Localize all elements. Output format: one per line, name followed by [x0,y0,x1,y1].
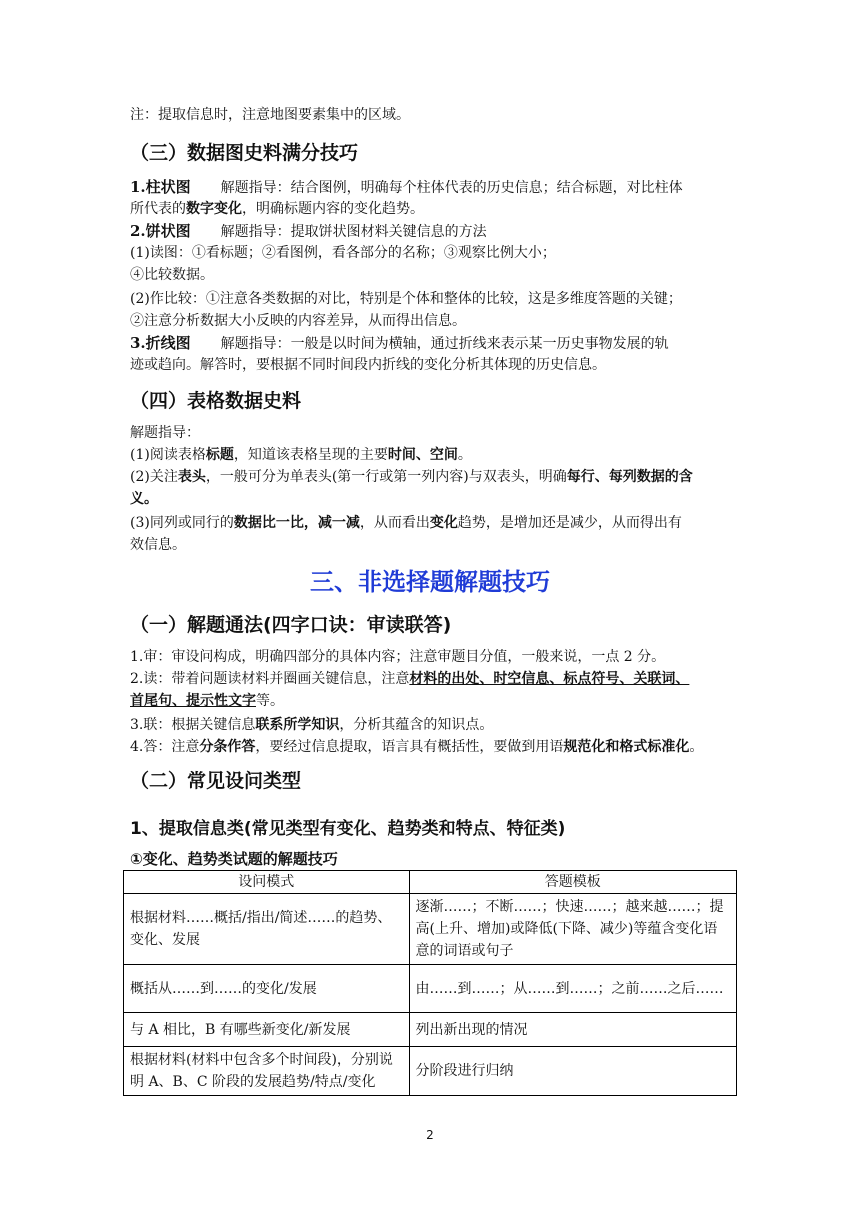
table-guide-3-cont: 效信息。 [130,537,186,553]
step-2-underlined-b: 首尾句、提示性文字 [130,693,256,709]
bar-chart-line-1 [130,176,740,199]
table-header-cell: 设问模式 [124,871,410,894]
guide-2-bold-c: 义。 [130,491,158,507]
table-guide-2-cont [130,488,740,510]
guide-2-bold-b: 每行、每列数据的含 [566,469,693,485]
line-chart-line-1 [130,332,740,355]
guide-1-text-c: 。 [457,447,472,463]
method-step-1: 1.审：审设问构成，明确四部分的具体内容；注意审题目分值，一般来说，一点 2 分。 [130,649,666,665]
table-cell: 由……到……；从……到……；之前……之后…… [409,965,736,1013]
guide-3-text-b: ，从而看出 [359,515,430,531]
table-cell: 分阶段进行归纳 [409,1047,736,1096]
guide-1-bold-b: 时间、空间 [387,447,458,463]
guide-3-bold-b: 变化 [429,515,458,531]
guide-1-text-a: (1)阅读表格 [130,447,206,463]
guide-1-bold-a: 标题 [205,447,234,463]
step-3-text-a: 3.联：根据关键信息 [130,717,256,733]
step-4-text-c: 。 [689,739,704,755]
table-cell: 概括从……到……的变化/发展 [124,965,410,1013]
bar-chart-label: 1.柱状图 [130,178,191,196]
step-4-bold-a: 分条作答 [199,739,256,755]
method-step-2 [130,668,740,690]
pie-chart-line [130,220,740,243]
page-number: 2 [426,1128,434,1142]
guide-3-text-c: 趋势，是增加还是减少，从而得出有 [457,515,682,531]
guide-2-text-a: (2)关注 [130,469,178,485]
step-2-text-b: 等。 [256,693,284,709]
category-extract-info: 1、提取信息类(常见类型有变化、趋势类和特点、特征类) [130,819,566,839]
guide-2-text-b: ，一般可分为单表头(第一行或第一列内容)与双表头，明确 [205,469,567,485]
table-cell: 逐渐……；不断……；快速……；越来越……；提高(上升、增加)或降低(下降、减少)等蕴含变化语意的词语或句子 [409,894,736,965]
guide-3-text-a: (3)同列或同行的 [130,515,234,531]
note-line: 注：提取信息时，注意地图要素集中的区域。 [130,107,410,123]
bar-chart-text: 解题指导：结合图例，明确每个柱体代表的历史信息；结合标题，对比柱体 [220,180,683,196]
table-guide-1 [130,444,740,466]
step-4-text-a: 4.答：注意 [130,739,200,755]
pie-chart-label: 2.饼状图 [130,222,191,240]
method-step-3 [130,714,740,736]
table-cell: 列出新出现的情况 [409,1013,736,1047]
table-guide-label: 解题指导： [130,425,200,441]
table-header-cell: 答题模板 [409,871,736,894]
method-step-4 [130,736,740,758]
table-cell: 根据材料……概括/指出/简述……的趋势、变化、发展 [124,894,410,965]
line-chart-line-2: 迹或趋向。解答时，要根据不同时间段内折线的变化分析其体现的历史信息。 [130,357,606,373]
step-3-text-b: ，分析其蕴含的知识点。 [339,717,494,733]
answer-template-table [123,870,737,1096]
table-row [124,1013,737,1047]
section-heading-table-data: （四）表格数据史料 [130,390,302,412]
bar-chart-text-c: ，明确标题内容的变化趋势。 [242,201,424,217]
table-cell: 根据材料(材料中包含多个时间段)，分别说明 A、B、C 阶段的发展趋势/特点/变化 [124,1047,410,1096]
subheading-general-method: （一）解题通法(四字口诀：审读联答) [130,614,452,636]
guide-3-bold-a: 数据比一比，减一减 [233,515,360,531]
table-guide-3 [130,512,740,534]
line-chart-text: 解题指导：一般是以时间为横轴，通过折线来表示某一历史事物发展的轨 [220,336,669,352]
guide-2-bold-a: 表头 [177,469,206,485]
step-2-underlined: 材料的出处、时空信息、标点符号、关联词、 [409,671,690,687]
bar-chart-bold: 数字变化 [186,201,242,217]
step-4-bold-b: 规范化和格式标准化 [563,739,690,755]
table-row [124,894,737,965]
table-row [124,965,737,1013]
subheading-question-types: （二）常见设问类型 [130,770,302,792]
subcategory-change-trend: ①变化、趋势类试题的解题技巧 [130,850,338,868]
main-heading: 三、非选择题解题技巧 [310,568,550,596]
method-step-2-cont [130,690,740,712]
step-3-bold: 联系所学知识 [255,717,340,733]
table-header-row [124,871,737,894]
section-heading-data-charts: （三）数据图史料满分技巧 [130,142,359,164]
pie-item-2a: (2)作比较：①注意各类数据的对比，特别是个体和整体的比较，这是多维度答题的关键； [130,291,682,307]
pie-chart-text: 解题指导：提取饼状图材料关键信息的方法 [220,224,487,240]
bar-chart-line-2 [130,198,740,220]
pie-item-2b: ②注意分析数据大小反映的内容差异，从而得出信息。 [130,313,466,329]
table-cell: 与 A 相比，B 有哪些新变化/新发展 [124,1013,410,1047]
pie-item-1a: (1)读图：①看标题；②看图例，看各部分的名称；③观察比例大小； [130,245,556,261]
guide-1-text-b: ，知道该表格呈现的主要 [233,447,388,463]
table-row [124,1047,737,1096]
table-guide-2 [130,466,740,488]
step-2-text: 2.读：带着问题读材料并圈画关键信息，注意 [130,671,410,687]
line-chart-label: 3.折线图 [130,334,191,352]
step-4-text-b: ，要经过信息提取，语言具有概括性，要做到用语 [255,739,564,755]
pie-item-1b: ④比较数据。 [130,267,214,283]
bar-chart-text-b: 所代表的 [130,201,186,217]
